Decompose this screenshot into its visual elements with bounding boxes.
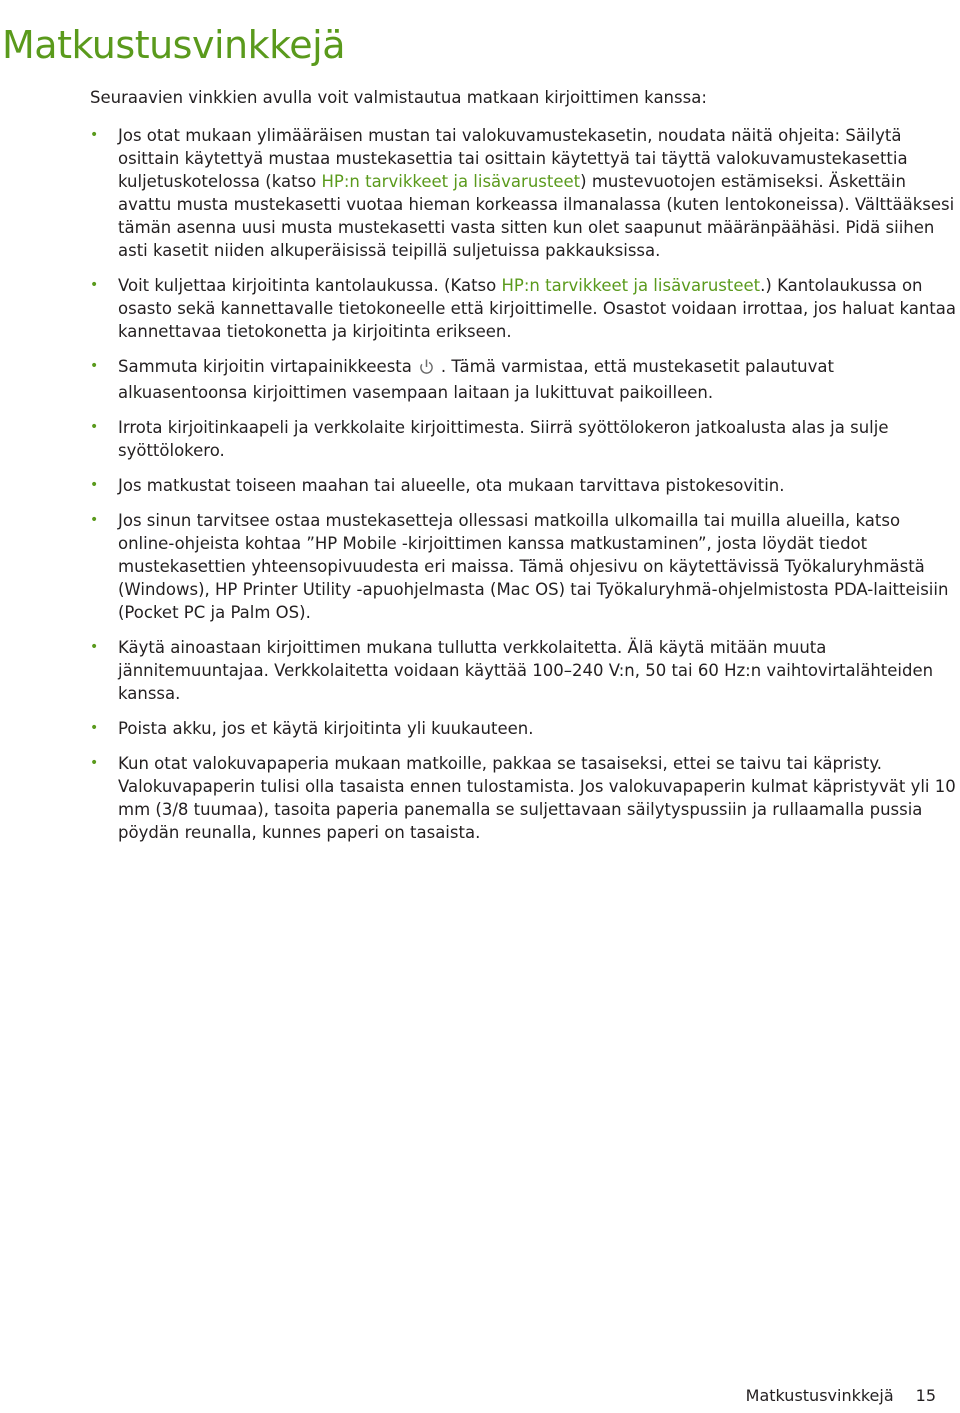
bullet-icon: • xyxy=(90,419,99,435)
bullet-icon: • xyxy=(90,477,99,493)
tip-text: Poista akku, jos et käytä kirjoitinta yli kuukauteen. xyxy=(118,719,534,738)
supplies-link[interactable]: HP:n tarvikkeet ja lisävarusteet xyxy=(321,172,581,191)
tip-photo-paper xyxy=(90,752,958,844)
tip-text: Käytä ainoastaan kirjoittimen mukana tullutta verkkolaitetta. Älä käytä mitään muuta jännitemuuntajaa. Verkkolaitetta voidaan käyttää 100–240 V:n, 50 tai 60 Hz:n vaihtovirtalähteiden kanssa. xyxy=(118,638,934,703)
tip-text: ) mustevuotojen estämiseksi. Äskettäin avattu musta mustekasetti vuotaa hieman korkeassa ilmanalassa (kuten lentokoneissa). Välttääksesi tämän asenna uusi musta mustekasetti vasta sitten kun olet saapunut määränpäähäsi. Pidä siihen asti kasetit niiden alkuperäisissä teipillä suljetuissa pakkauksissa. xyxy=(118,172,955,260)
bullet-icon: • xyxy=(90,720,99,736)
tip-spare-cartridges xyxy=(90,124,958,262)
tip-buying-cartridges-abroad xyxy=(90,509,958,624)
page-number: 15 xyxy=(915,1386,936,1405)
tip-disconnect-cables xyxy=(90,416,958,462)
tip-text: Kun otat valokuvapaperia mukaan matkoille, pakkaa se tasaiseksi, ettei se taivu tai käpristy. Valokuvapaperin tulisi olla tasaista ennen tulostamista. Jos valokuvapaperin kulmat käpristyvät yli 10 mm (3/8 tuumaa), tasoita paperia panemalla se suljettavaan säilytyspussiin ja rullaamalla pussia pöydän reunalla, kunnes paperi on tasaista. xyxy=(118,754,956,842)
tips-list xyxy=(90,124,958,856)
tip-text: Jos otat mukaan ylimääräisen mustan tai valokuvamustekasetin, noudata näitä ohjeita: Säilytä osittain käytettyä mustaa mustekasettia tai osittain käytettyä tai täyttä valokuvamustekasettia kuljetuskotelossa (katso xyxy=(118,126,908,191)
tip-power-off xyxy=(90,355,958,404)
page-title: Matkustusvinkkejä xyxy=(2,23,345,67)
tip-text: .) Kantolaukussa on osasto sekä kannettavalle tietokoneelle että kirjoittimelle. Osastot voidaan irrottaa, jos haluat kantaa kannettavaa tietokonetta ja kirjoitinta erikseen. xyxy=(118,276,956,341)
tip-plug-adapter xyxy=(90,474,958,497)
bullet-icon: • xyxy=(90,639,99,655)
bullet-icon: • xyxy=(90,358,99,374)
tip-text: Jos matkustat toiseen maahan tai alueelle, ota mukaan tarvittava pistokesovitin. xyxy=(118,476,785,495)
footer-section-title: Matkustusvinkkejä xyxy=(745,1386,894,1405)
bullet-icon: • xyxy=(90,755,99,771)
bullet-icon: • xyxy=(90,127,99,143)
tip-text: Sammuta kirjoitin virtapainikkeesta xyxy=(118,357,412,376)
tip-remove-battery xyxy=(90,717,958,740)
page-footer xyxy=(746,1386,936,1406)
bullet-icon: • xyxy=(90,512,99,528)
tip-carrying-case xyxy=(90,274,958,343)
supplies-link[interactable]: HP:n tarvikkeet ja lisävarusteet xyxy=(501,276,761,295)
power-icon xyxy=(418,358,435,381)
tip-text: Voit kuljettaa kirjoitinta kantolaukussa. (Katso xyxy=(118,276,502,295)
tip-text: Jos sinun tarvitsee ostaa mustekasetteja ollessasi matkoilla ulkomailla tai muilla alueilla, katso online-ohjeista kohtaa ”HP Mobile -kirjoittimen kanssa matkustaminen”, josta löydät tiedot mustekasettien yhteensopivuudesta eri maissa. Tämä ohjesivu on käytettävissä Työkaluryhmästä (Windows), HP Printer Utility -apuohjelmasta (Mac OS) tai Työkaluryhmä-ohjelmistosta PDA-laitteisiin (Pocket PC ja Palm OS). xyxy=(118,511,949,622)
bullet-icon: • xyxy=(90,277,99,293)
tip-text: Irrota kirjoitinkaapeli ja verkkolaite kirjoittimesta. Siirrä syöttölokeron jatkoalusta alas ja sulje syöttölokero. xyxy=(118,418,889,460)
tip-power-adapter xyxy=(90,636,958,705)
tip-text: . Tämä varmistaa, että mustekasetit palautuvat alkuasentoonsa kirjoittimen vasempaan laitaan ja lukittuvat paikoilleen. xyxy=(118,357,834,402)
intro-paragraph: Seuraavien vinkkien avulla voit valmistautua matkaan kirjoittimen kanssa: xyxy=(90,88,707,107)
